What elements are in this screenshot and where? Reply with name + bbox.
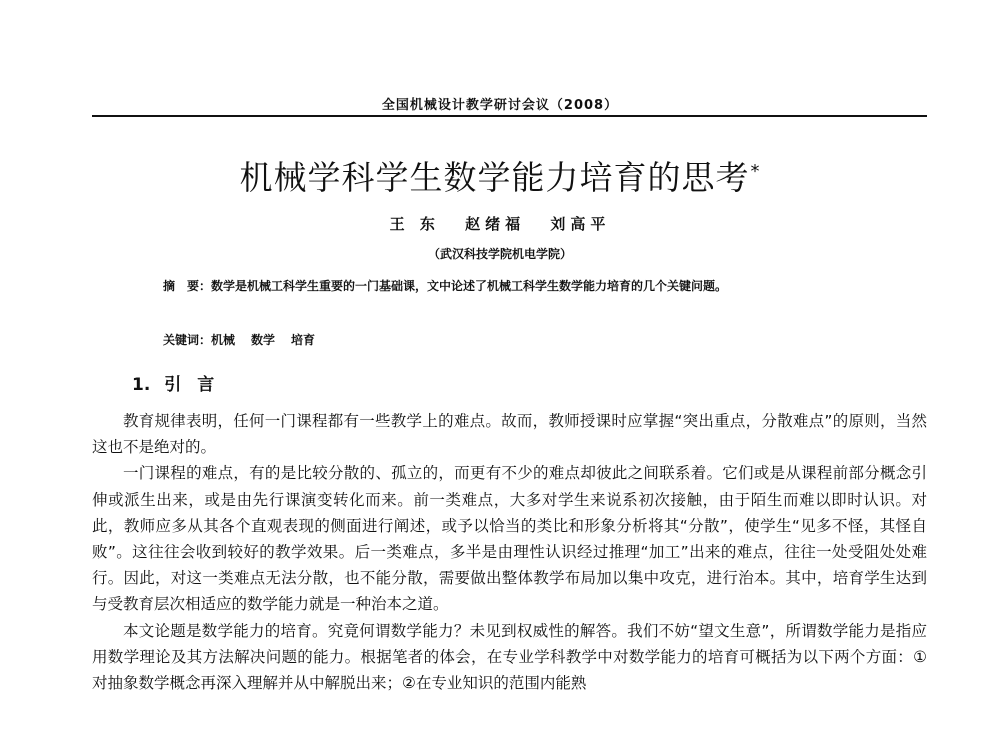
- keyword: 机械: [211, 333, 236, 347]
- title-text: 机械学科学生数学能力培育的思考: [239, 158, 750, 197]
- section-title: 引言: [164, 375, 231, 395]
- paragraph: 教育规律表明，任何一门课程都有一些教学上的难点。故而，教师授课时应掌握“突出重点，分散难点”的原则，当然这也不是绝对的。: [92, 412, 927, 457]
- author-name: 刘高平: [550, 215, 611, 233]
- author-name: 王 东: [389, 215, 440, 233]
- abstract: [163, 274, 863, 299]
- section-heading: [132, 370, 230, 395]
- running-head: 全国机械设计教学研讨会议（2008）: [381, 98, 619, 113]
- paper-title: [0, 152, 1000, 199]
- affiliation: （武汉科技学院机电学院）: [427, 247, 572, 261]
- section-number: 1.: [132, 375, 151, 395]
- paragraph: 本文论题是数学能力的培育。究竟何谓数学能力？未见到权威性的解答。我们不妨“望文生意”，所谓数学能力是指应用数学理论及其方法解决问题的能力。根据笔者的体会，在专业学科教学中对数学能力的培育可概括为以下两个方面：①对抽象数学概念再深入理解并从中解脱出来；②在专业知识的范围内能熟: [92, 621, 927, 693]
- paragraph: 一门课程的难点，有的是比较分散的、孤立的，而更有不少的难点却彼此之间联系着。它们或是从课程前部分概念引伸或派生出来，或是由先行课演变转化而来。前一类难点，大多对学生来说系初次接触，由于陌生而难以即时认识。对此，教师应多从其各个直观表现的侧面进行阐述，或予以恰当的类比和形象分析将其“分散”，使学生“见多不怪，其怪自败”。这往往会收到较好的教学效果。后一类难点，多半是由理性认识经过推理“加工”出来的难点，往往一处受阻处处难行。因此，对这一类难点无法分散，也不能分散，需要做出整体教学布局加以集中攻克，进行治本。其中，培育学生达到与受教育层次相适应的数学能力就是一种治本之道。: [92, 464, 927, 614]
- keyword: 培育: [291, 333, 316, 347]
- keyword: 数学: [251, 333, 276, 347]
- abstract-text: 数学是机械工科学生重要的一门基础课，文中论述了机械工科学生数学能力培育的几个关键问题。: [211, 279, 728, 293]
- abstract-label: 摘 要：: [163, 279, 212, 293]
- author-name: 赵绪福: [465, 215, 526, 233]
- body-text: [92, 408, 927, 696]
- keywords-label: 关键词：: [163, 333, 212, 347]
- author-list: [0, 213, 1000, 234]
- header-rule: [92, 115, 927, 117]
- title-footnote-mark: *: [750, 161, 761, 182]
- keywords: [163, 331, 863, 348]
